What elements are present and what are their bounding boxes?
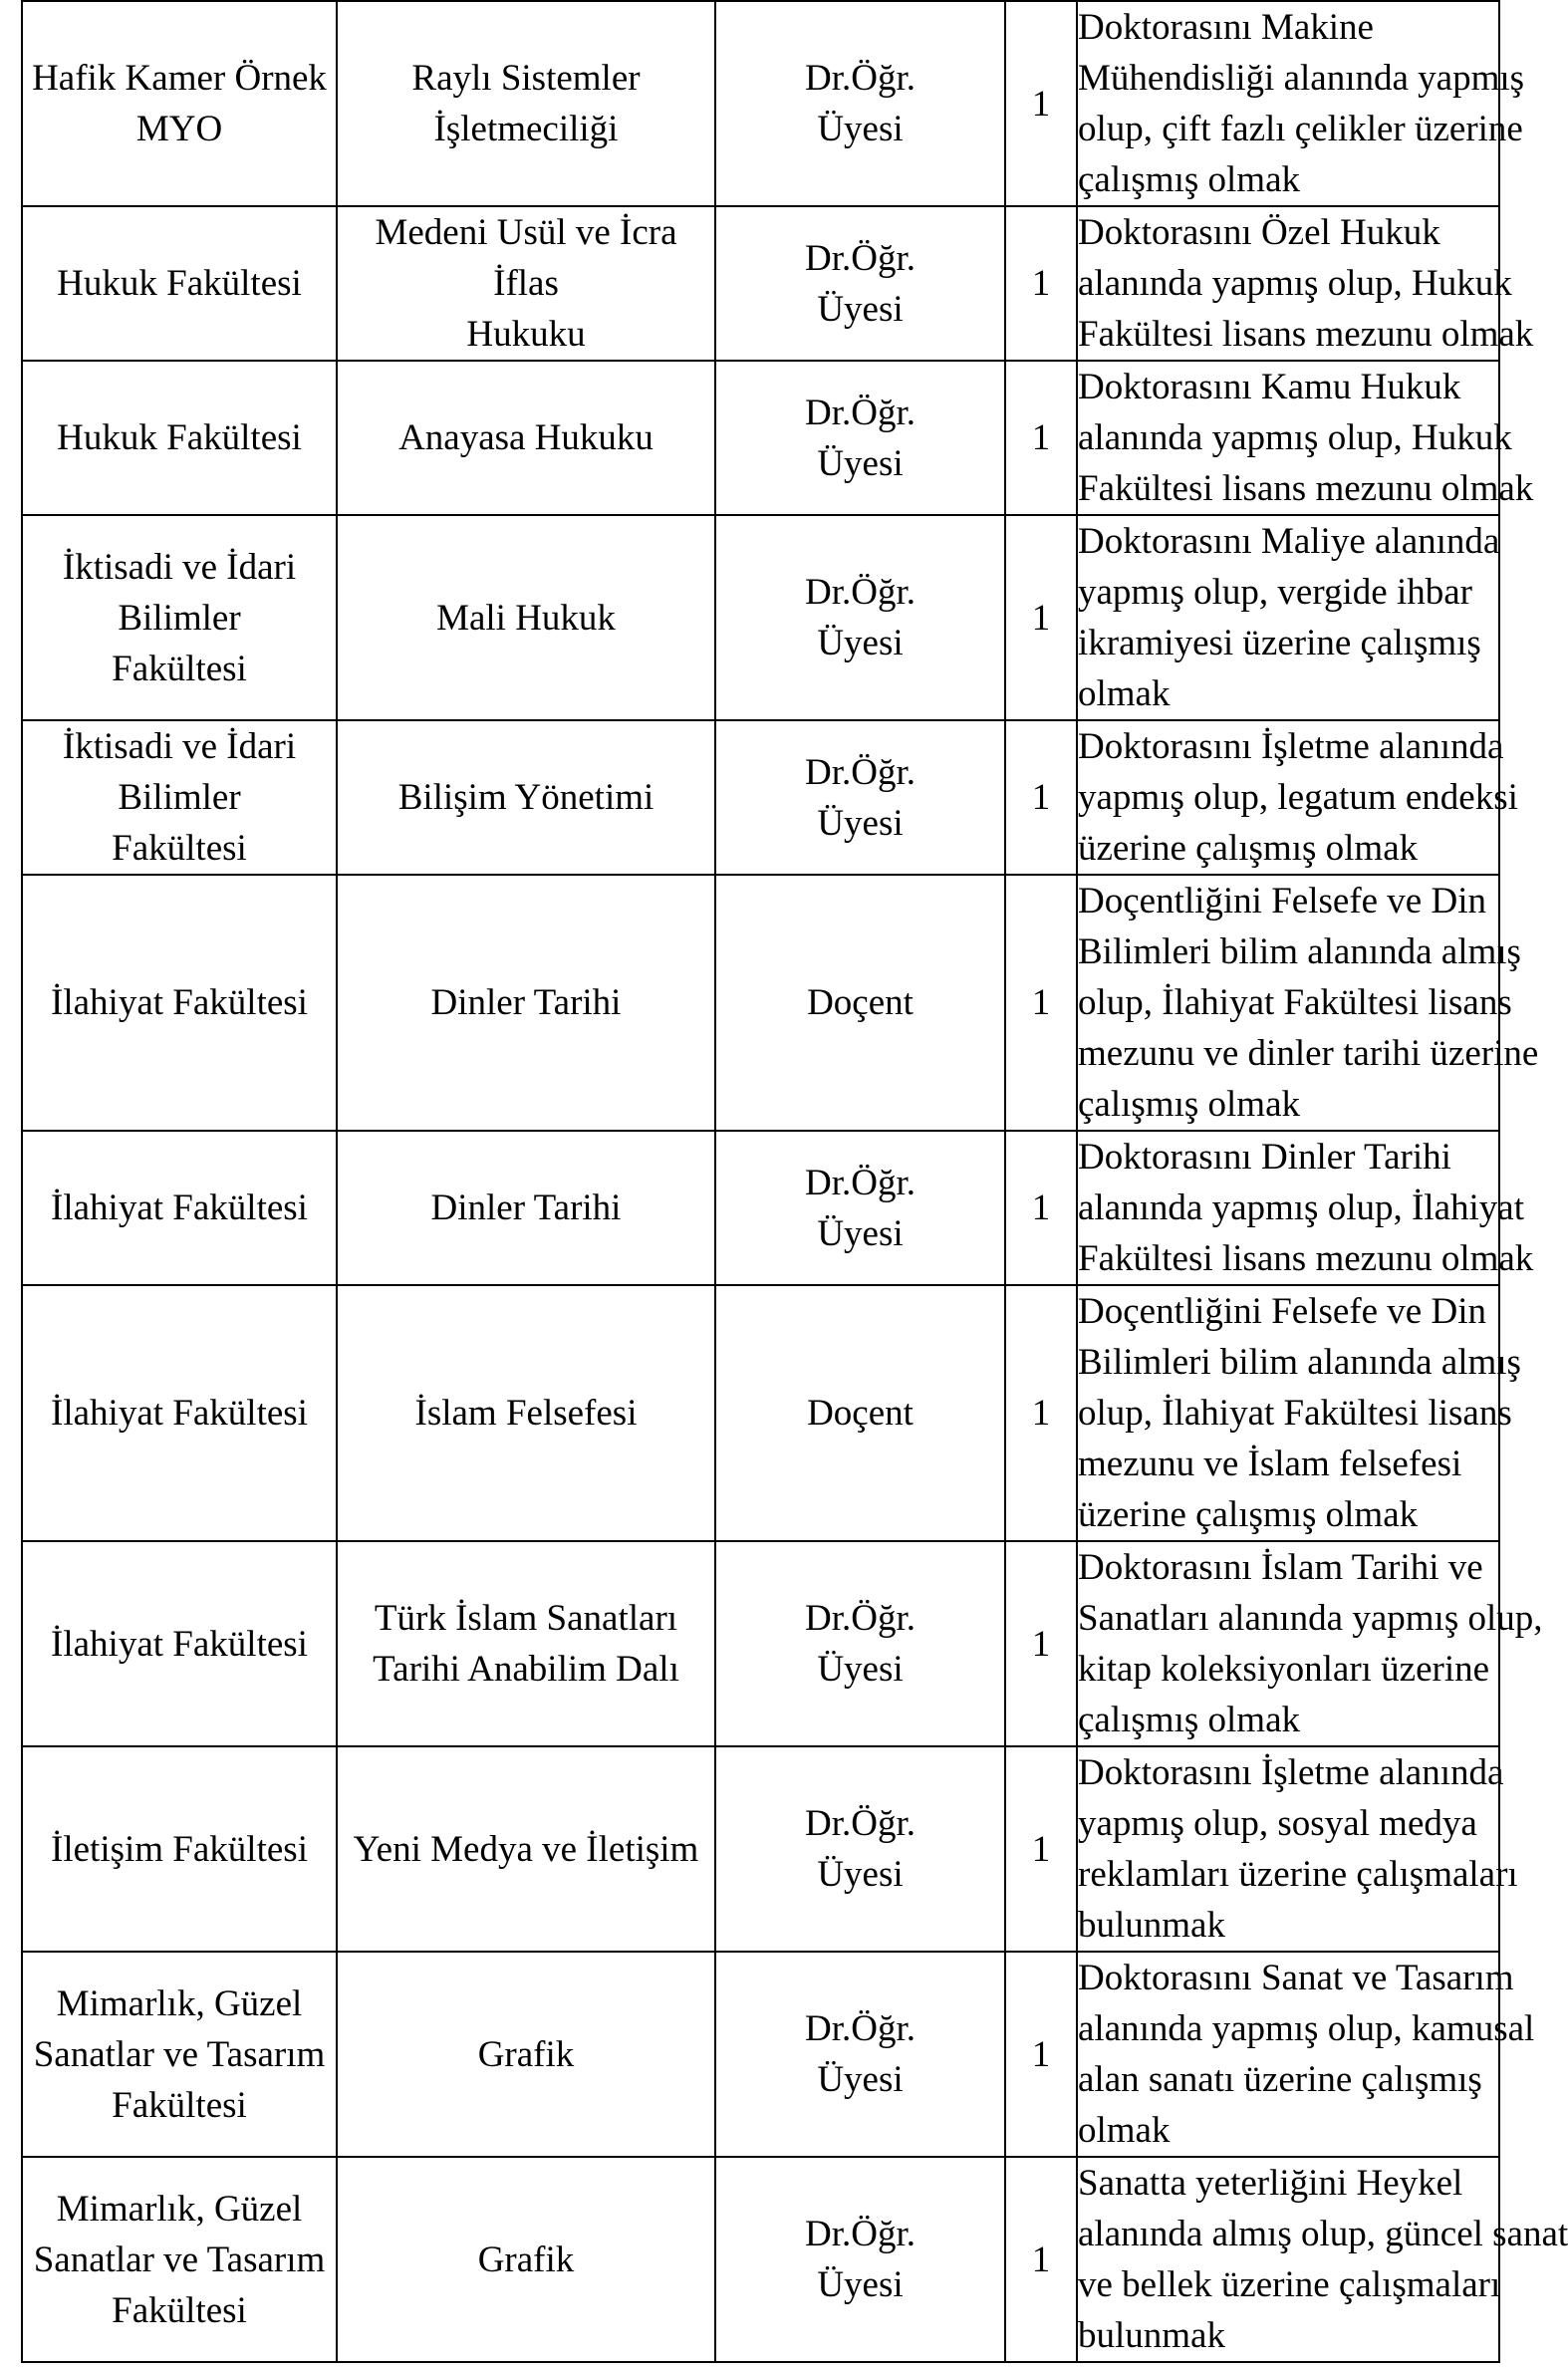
faculty-cell — [22, 1, 337, 206]
department-line: Tarihi Anabilim Dalı — [373, 1649, 679, 1690]
condition-line: Bilimleri bilim alanında almış — [1078, 931, 1521, 972]
positions-table — [21, 0, 1568, 2363]
department-line: Mali Hukuk — [436, 597, 616, 639]
count-cell: 1 — [1005, 206, 1077, 361]
condition-line: Doktorasını Özel Hukuk — [1078, 212, 1440, 253]
condition-line: Doktorasını Maliye alanında — [1078, 521, 1500, 562]
faculty-cell — [22, 515, 337, 720]
count-cell: 1 — [1005, 2157, 1077, 2362]
condition-line: Fakültesi lisans mezunu olmak — [1078, 314, 1534, 355]
count-cell: 1 — [1005, 875, 1077, 1131]
condition-line: kitap koleksiyonları üzerine — [1078, 1649, 1490, 1690]
count-cell: 1 — [1005, 1541, 1077, 1746]
faculty-line: İlahiyat Fakültesi — [51, 1623, 308, 1665]
faculty-cell — [22, 1541, 337, 1746]
faculty-line: Mimarlık, Güzel — [56, 1982, 303, 2024]
title-line: Dr.Öğr. — [805, 572, 915, 613]
title-line: Üyesi — [817, 1649, 904, 1690]
department-line: Dinler Tarihi — [430, 1187, 622, 1228]
condition-line: alanında yapmış olup, Hukuk — [1078, 417, 1512, 458]
title-line: Üyesi — [817, 1854, 904, 1895]
title-line: Dr.Öğr. — [805, 751, 915, 793]
department-cell — [337, 515, 715, 720]
faculty-line: Fakültesi — [112, 2084, 247, 2126]
department-line: Hukuku — [466, 314, 586, 355]
condition-line: olup, İlahiyat Fakültesi lisans — [1078, 982, 1512, 1023]
table-row — [22, 1285, 1499, 1541]
department-cell — [337, 875, 715, 1131]
table-row — [22, 1746, 1499, 1952]
table-row — [22, 875, 1499, 1131]
department-cell — [337, 1, 715, 206]
condition-line: yapmış olup, sosyal medya — [1078, 1803, 1477, 1844]
condition-cell — [1077, 720, 1518, 875]
department-line: Bilişim Yönetimi — [397, 777, 654, 818]
faculty-cell — [22, 361, 337, 515]
faculty-cell — [22, 2157, 337, 2362]
faculty-cell — [22, 1952, 337, 2157]
condition-cell — [1077, 515, 1499, 720]
department-line: Yeni Medya ve İletişim — [353, 1828, 699, 1870]
title-cell — [715, 206, 1005, 361]
count-cell: 1 — [1005, 1, 1077, 206]
count-cell: 1 — [1005, 361, 1077, 515]
condition-line: Doktorasını İslam Tarihi ve — [1078, 1547, 1483, 1588]
condition-line: Sanatları alanında yapmış olup, — [1078, 1598, 1543, 1639]
title-cell — [715, 515, 1005, 720]
faculty-line: Fakültesi — [112, 2289, 247, 2331]
faculty-cell — [22, 1131, 337, 1285]
condition-line: olmak — [1078, 673, 1171, 714]
title-line: Üyesi — [817, 2264, 904, 2305]
faculty-cell — [22, 1285, 337, 1541]
department-line: İflas — [493, 263, 559, 304]
table-row — [22, 2157, 1499, 2362]
condition-line: Fakültesi lisans mezunu olmak — [1078, 1238, 1534, 1279]
table-row — [22, 206, 1499, 361]
title-line: Dr.Öğr. — [805, 237, 915, 279]
faculty-cell — [22, 1746, 337, 1952]
condition-line: Doçentliğini Felsefe ve Din — [1078, 881, 1486, 922]
department-cell — [337, 720, 715, 875]
condition-line: üzerine çalışmış olmak — [1078, 828, 1419, 869]
title-cell — [715, 1746, 1005, 1952]
condition-line: ve bellek üzerine çalışmaları — [1078, 2264, 1501, 2305]
count-cell: 1 — [1005, 1746, 1077, 1952]
faculty-line: İlahiyat Fakültesi — [51, 1187, 308, 1228]
condition-line: alan sanatı üzerine çalışmış — [1078, 2059, 1482, 2100]
faculty-line: Sanatlar ve Tasarım — [33, 2239, 326, 2280]
condition-cell — [1077, 361, 1534, 515]
condition-line: çalışmış olmak — [1078, 1084, 1300, 1125]
condition-line: çalışmış olmak — [1078, 1700, 1300, 1740]
condition-line: Doktorasını Dinler Tarihi — [1078, 1137, 1451, 1178]
title-cell — [715, 2157, 1005, 2362]
title-line: Dr.Öğr. — [805, 392, 915, 433]
department-line: Medeni Usül ve İcra — [375, 212, 677, 253]
department-cell — [337, 361, 715, 515]
condition-line: yapmış olup, legatum endeksi — [1078, 777, 1518, 818]
condition-line: olup, çift fazlı çelikler üzerine — [1078, 109, 1523, 149]
condition-line: alanında yapmış olup, kamusal — [1078, 2008, 1535, 2049]
department-cell — [337, 206, 715, 361]
count-cell: 1 — [1005, 515, 1077, 720]
title-line: Üyesi — [817, 288, 904, 330]
condition-line: ikramiyesi üzerine çalışmış — [1078, 623, 1481, 663]
title-line: Doçent — [807, 1393, 914, 1434]
title-line: Dr.Öğr. — [805, 1598, 915, 1639]
faculty-line: İktisadi ve İdari — [62, 546, 297, 588]
count-cell: 1 — [1005, 720, 1077, 875]
faculty-line: Hafik Kamer Örnek — [32, 58, 327, 99]
condition-line: alanında yapmış olup, İlahiyat — [1078, 1187, 1524, 1228]
department-cell — [337, 1131, 715, 1285]
department-cell — [337, 1746, 715, 1952]
condition-line: Fakültesi lisans mezunu olmak — [1078, 468, 1534, 509]
faculty-line: Bilimler — [118, 777, 241, 818]
table-row — [22, 1952, 1499, 2157]
faculty-line: Mimarlık, Güzel — [56, 2188, 303, 2230]
condition-cell — [1077, 1746, 1518, 1952]
title-line: Dr.Öğr. — [805, 1162, 915, 1203]
title-cell — [715, 361, 1005, 515]
condition-line: Doktorasını Kamu Hukuk — [1078, 367, 1461, 407]
faculty-line: İlahiyat Fakültesi — [51, 1393, 308, 1434]
condition-line: yapmış olup, vergide ihbar — [1078, 572, 1472, 613]
condition-line: Sanatta yeterliğini Heykel — [1078, 2163, 1463, 2204]
condition-cell — [1077, 1952, 1535, 2157]
title-cell — [715, 1285, 1005, 1541]
condition-line: üzerine çalışmış olmak — [1078, 1494, 1419, 1535]
title-line: Üyesi — [817, 802, 904, 844]
faculty-line: Sanatlar ve Tasarım — [33, 2033, 326, 2075]
table-row — [22, 720, 1499, 875]
count-cell: 1 — [1005, 1285, 1077, 1541]
title-cell — [715, 720, 1005, 875]
title-line: Üyesi — [817, 109, 904, 149]
condition-line: Bilimleri bilim alanında almış — [1078, 1342, 1521, 1383]
faculty-line: Fakültesi — [112, 828, 247, 869]
table-row — [22, 1541, 1499, 1746]
title-line: Dr.Öğr. — [805, 2214, 915, 2254]
condition-line: çalışmış olmak — [1078, 159, 1300, 200]
table-row — [22, 1131, 1499, 1285]
table-row — [22, 515, 1499, 720]
condition-line: olup, İlahiyat Fakültesi lisans — [1078, 1393, 1512, 1434]
title-line: Üyesi — [817, 442, 904, 484]
condition-line: bulunmak — [1078, 1905, 1225, 1946]
table-row — [22, 361, 1499, 515]
title-line: Dr.Öğr. — [805, 1803, 915, 1844]
department-cell — [337, 2157, 715, 2362]
condition-line: mezunu ve dinler tarihi üzerine — [1078, 1033, 1539, 1074]
department-line: Grafik — [477, 2239, 575, 2280]
table-row — [22, 1, 1499, 206]
condition-line: Doktorasını Sanat ve Tasarım — [1078, 1958, 1514, 1998]
condition-line: olmak — [1078, 2110, 1171, 2151]
department-cell — [337, 1285, 715, 1541]
condition-line: alanında almış olup, güncel sanat — [1078, 2214, 1568, 2254]
faculty-cell — [22, 720, 337, 875]
title-cell — [715, 875, 1005, 1131]
faculty-line: Bilimler — [118, 597, 241, 639]
faculty-line: Hukuk Fakültesi — [57, 263, 302, 304]
condition-cell — [1077, 1, 1525, 206]
condition-cell — [1077, 875, 1539, 1131]
condition-cell — [1077, 1131, 1534, 1285]
faculty-cell — [22, 206, 337, 361]
faculty-line: Hukuk Fakültesi — [57, 417, 302, 458]
title-line: Dr.Öğr. — [805, 58, 915, 99]
faculty-line: İktisadi ve İdari — [62, 726, 297, 767]
faculty-cell — [22, 875, 337, 1131]
condition-cell — [1077, 1285, 1521, 1541]
condition-line: alanında yapmış olup, Hukuk — [1078, 263, 1512, 304]
count-cell: 1 — [1005, 1131, 1077, 1285]
faculty-line: İletişim Fakültesi — [51, 1828, 308, 1870]
condition-line: Doktorasını Makine — [1078, 7, 1374, 48]
condition-line: Doktorasını İşletme alanında — [1078, 726, 1504, 767]
title-cell — [715, 1131, 1005, 1285]
condition-line: Doktorasını İşletme alanında — [1078, 1752, 1504, 1793]
department-line: Raylı Sistemler — [411, 58, 641, 99]
condition-line: Doçentliğini Felsefe ve Din — [1078, 1291, 1486, 1332]
department-cell — [337, 1952, 715, 2157]
condition-line: bulunmak — [1078, 2315, 1225, 2356]
positions-table-body — [22, 1, 1568, 2362]
department-line: İslam Felsefesi — [414, 1393, 638, 1434]
count-cell: 1 — [1005, 1952, 1077, 2157]
condition-line: reklamları üzerine çalışmaları — [1078, 1854, 1518, 1895]
department-line: Dinler Tarihi — [430, 982, 622, 1023]
title-line: Üyesi — [817, 1212, 904, 1254]
title-line: Üyesi — [817, 2059, 904, 2100]
title-cell — [715, 1, 1005, 206]
department-line: Grafik — [477, 2033, 575, 2075]
faculty-line: MYO — [135, 109, 223, 149]
department-line: Anayasa Hukuku — [398, 417, 653, 458]
department-line: İşletmeciliği — [433, 109, 619, 149]
title-cell — [715, 1541, 1005, 1746]
department-cell — [337, 1541, 715, 1746]
condition-line: Mühendisliği alanında yapmış — [1078, 58, 1525, 99]
title-line: Üyesi — [817, 623, 904, 663]
title-line: Doçent — [807, 982, 914, 1023]
condition-line: mezunu ve İslam felsefesi — [1078, 1444, 1462, 1484]
faculty-line: Fakültesi — [112, 648, 247, 689]
condition-cell — [1077, 2157, 1568, 2362]
condition-cell — [1077, 1541, 1543, 1746]
department-line: Türk İslam Sanatları — [374, 1598, 678, 1639]
faculty-line: İlahiyat Fakültesi — [51, 982, 308, 1023]
condition-cell — [1077, 206, 1534, 361]
title-line: Dr.Öğr. — [805, 2008, 915, 2049]
title-cell — [715, 1952, 1005, 2157]
